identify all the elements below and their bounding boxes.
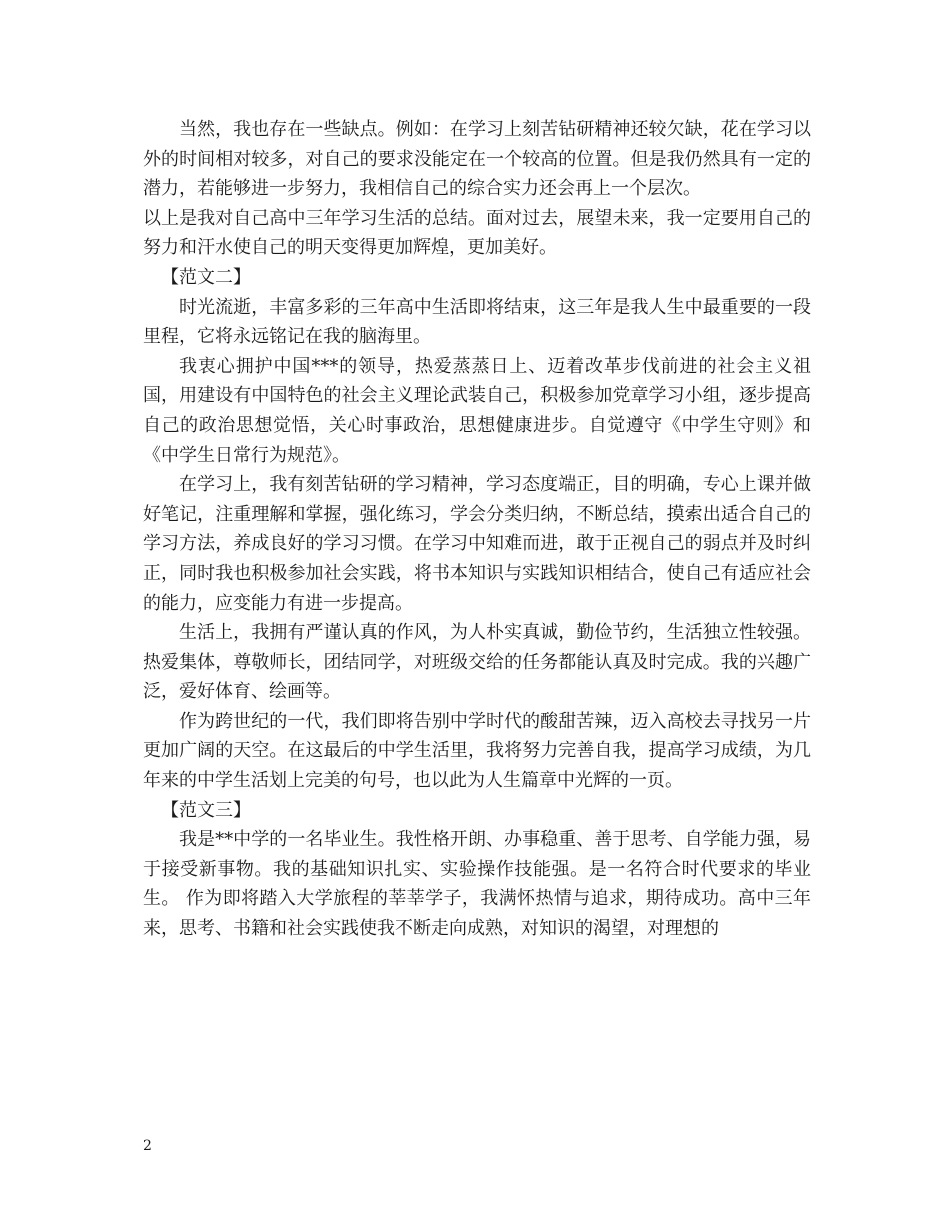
paragraph-political: 我衷心拥护中国***的领导，热爱蒸蒸日上、迈着改革步伐前进的社会主义祖国，用建设有中国特色的社会主义理论武装自己，积极参加党章学习小组，逐步提高自己的政治思想觉悟，关心时事政治，思想健康进步。自觉遵守《中学生守则》和《中学生日常行为规范》。 xyxy=(143,355,811,466)
paragraph-study: 在学习上，我有刻苦钻研的学习精神，学习态度端正，目的明确，专心上课并做好笔记，注重理解和掌握，强化练习，学会分类归纳，不断总结，摸索出适合自己的学习方法，养成良好的学习习惯。在学习中知难而进，敢于正视自己的弱点并及时纠正，同时我也积极参加社会实践，将书本知识与实践知识相结合，使自己有适应社会的能力，应变能力有进一步提高。 xyxy=(143,474,811,614)
paragraph-future: 作为跨世纪的一代，我们即将告别中学时代的酸甜苦辣，迈入高校去寻找另一片更加广阔的天空。在这最后的中学生活里，我将努力完善自我，提高学习成绩，为几年来的中学生活划上完美的句号，也以此为人生篇章中光辉的一页。 xyxy=(143,710,811,792)
section-heading-sample-two: 【范文二】 xyxy=(161,266,251,288)
document-body xyxy=(143,115,811,944)
paragraph-summary: 以上是我对自己高中三年学习生活的总结。面对过去，展望未来，我一定要用自己的努力和汗水使自己的明天变得更加辉煌，更加美好。 xyxy=(143,207,811,259)
page-number: 2 xyxy=(143,1138,152,1154)
section-heading-sample-three: 【范文三】 xyxy=(161,799,251,821)
paragraph-graduate: 我是**中学的一名毕业生。我性格开朗、办事稳重、善于思考、自学能力强，易于接受新事物。我的基础知识扎实、实验操作技能强。是一名符合时代要求的毕业生。 作为即将踏入大学旅程的莘莘学子，我满怀热情与追求，期待成功。高中三年来，思考、书籍和社会实践使我不断走向成熟，对知识的渴望，对理想的 xyxy=(143,829,811,940)
paragraph-time-passes: 时光流逝，丰富多彩的三年高中生活即将结束，这三年是我人生中最重要的一段里程，它将永远铭记在我的脑海里。 xyxy=(143,296,811,348)
paragraph-life: 生活上，我拥有严谨认真的作风，为人朴实真诚，勤俭节约，生活独立性较强。热爱集体，尊敬师长，团结同学，对班级交给的任务都能认真及时完成。我的兴趣广泛，爱好体育、绘画等。 xyxy=(143,622,811,703)
paragraph-shortcomings: 当然，我也存在一些缺点。例如：在学习上刻苦钻研精神还较欠缺，花在学习以外的时间相对较多，对自己的要求没能定在一个较高的位置。但是我仍然具有一定的潜力，若能够进一步努力，我相信自己的综合实力还会再上一个层次。 xyxy=(143,119,811,200)
